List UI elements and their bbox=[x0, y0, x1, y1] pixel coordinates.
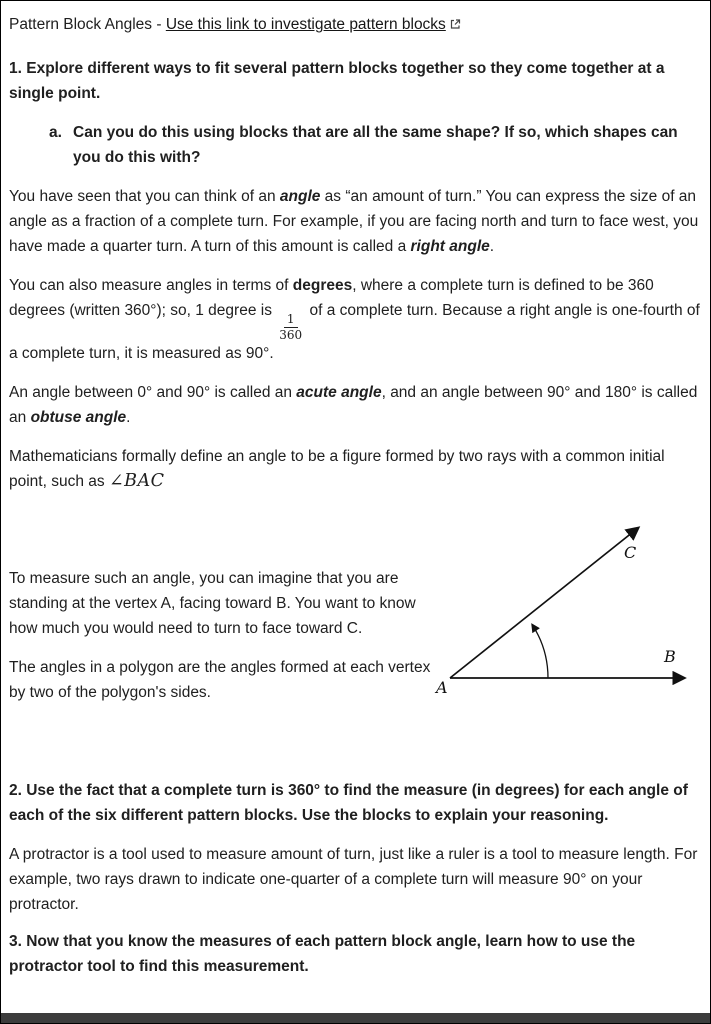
paragraph-polygon-angles: The angles in a polygon are the angles formed at each vertex by two of the polygon's sides. bbox=[9, 659, 431, 702]
term-degrees: degrees bbox=[292, 277, 353, 294]
label-vertex-a: A bbox=[436, 678, 448, 698]
text-run: An angle between 0° and 90° is called an bbox=[9, 384, 297, 402]
fraction-1-360 bbox=[279, 313, 302, 341]
paragraph-measure-angle: To measure such an angle, you can imagine that you are standing at the vertex A, facing toward B. You want to know how much you would need to turn to face toward C. bbox=[9, 570, 416, 638]
question-1: 1. Explore different ways to fit several pattern blocks together so they come together at a single point. bbox=[9, 60, 665, 102]
fraction-numerator: 1 bbox=[284, 313, 298, 328]
figure-section bbox=[9, 510, 702, 712]
term-obtuse-angle: obtuse angle bbox=[30, 409, 127, 427]
paragraph-angle-definition bbox=[9, 184, 702, 259]
term-acute-angle: acute angle bbox=[296, 384, 382, 402]
title-prefix: Pattern Block Angles - bbox=[9, 16, 166, 33]
page-title bbox=[9, 12, 702, 38]
question-3: 3. Now that you know the measures of each pattern block angle, learn how to use the protractor tool to find this measurement. bbox=[9, 933, 636, 976]
question-1a-label: a. bbox=[49, 124, 62, 141]
label-point-c: C bbox=[624, 543, 637, 563]
label-point-b: B bbox=[664, 647, 676, 667]
figure-text-column bbox=[9, 510, 434, 712]
fraction-denominator: 360 bbox=[279, 327, 303, 342]
ray-ac bbox=[450, 528, 638, 678]
text-run: You have seen that you can think of an bbox=[9, 188, 280, 205]
text-run: You can also measure angles in terms of bbox=[9, 277, 293, 294]
angle-diagram-svg bbox=[434, 512, 702, 704]
question-1a bbox=[49, 120, 702, 170]
bottom-bar bbox=[1, 1013, 710, 1023]
angle-arc bbox=[532, 625, 548, 678]
term-angle: angle bbox=[279, 188, 321, 205]
external-link-icon bbox=[449, 13, 461, 38]
investigate-link[interactable]: Use this link to investigate pattern blocks bbox=[165, 16, 446, 33]
paragraph-acute-obtuse bbox=[9, 380, 702, 430]
paragraph-protractor: A protractor is a tool used to measure amount of turn, just like a ruler is a tool to measure length. For example, two rays drawn to indicate one-quarter of a complete turn will measure 90° on your protractor. bbox=[9, 846, 698, 914]
text-run: . bbox=[126, 409, 131, 427]
question-2: 2. Use the fact that a complete turn is 360° to find the measure (in degrees) for each angle of each of the six different pattern blocks. Use the blocks to explain your reasoning. bbox=[9, 782, 688, 825]
document-page bbox=[9, 12, 702, 979]
question-1a-text: Can you do this using blocks that are all the same shape? If so, which shapes can you do this with? bbox=[73, 124, 678, 166]
paragraph-formal-definition bbox=[9, 444, 702, 494]
text-run: of a complete turn. Because a right angle is one-fourth of a complete turn, it is measured as 90°. bbox=[9, 302, 700, 363]
text-run: . bbox=[489, 238, 495, 255]
paragraph-degrees bbox=[9, 273, 702, 366]
text-run: , and an angle between 90° and 180° is called an bbox=[9, 384, 698, 427]
angle-diagram bbox=[434, 510, 702, 712]
text-run: Mathematicians formally define an angle to be a figure formed by two rays with a common initial point, such as bbox=[9, 448, 665, 491]
text-run: , where a complete turn is defined to be 360 degrees (written 360°); so, 1 degree is bbox=[9, 277, 654, 319]
text-run: as “an amount of turn.” You can express the size of an angle as a fraction of a complete turn. For example, if you are facing north and turn to face west, you have made a quarter turn. A turn of this amount is called a bbox=[9, 188, 699, 255]
term-right-angle: right angle bbox=[410, 238, 490, 255]
angle-bac-notation: ∠BAC bbox=[108, 471, 165, 492]
